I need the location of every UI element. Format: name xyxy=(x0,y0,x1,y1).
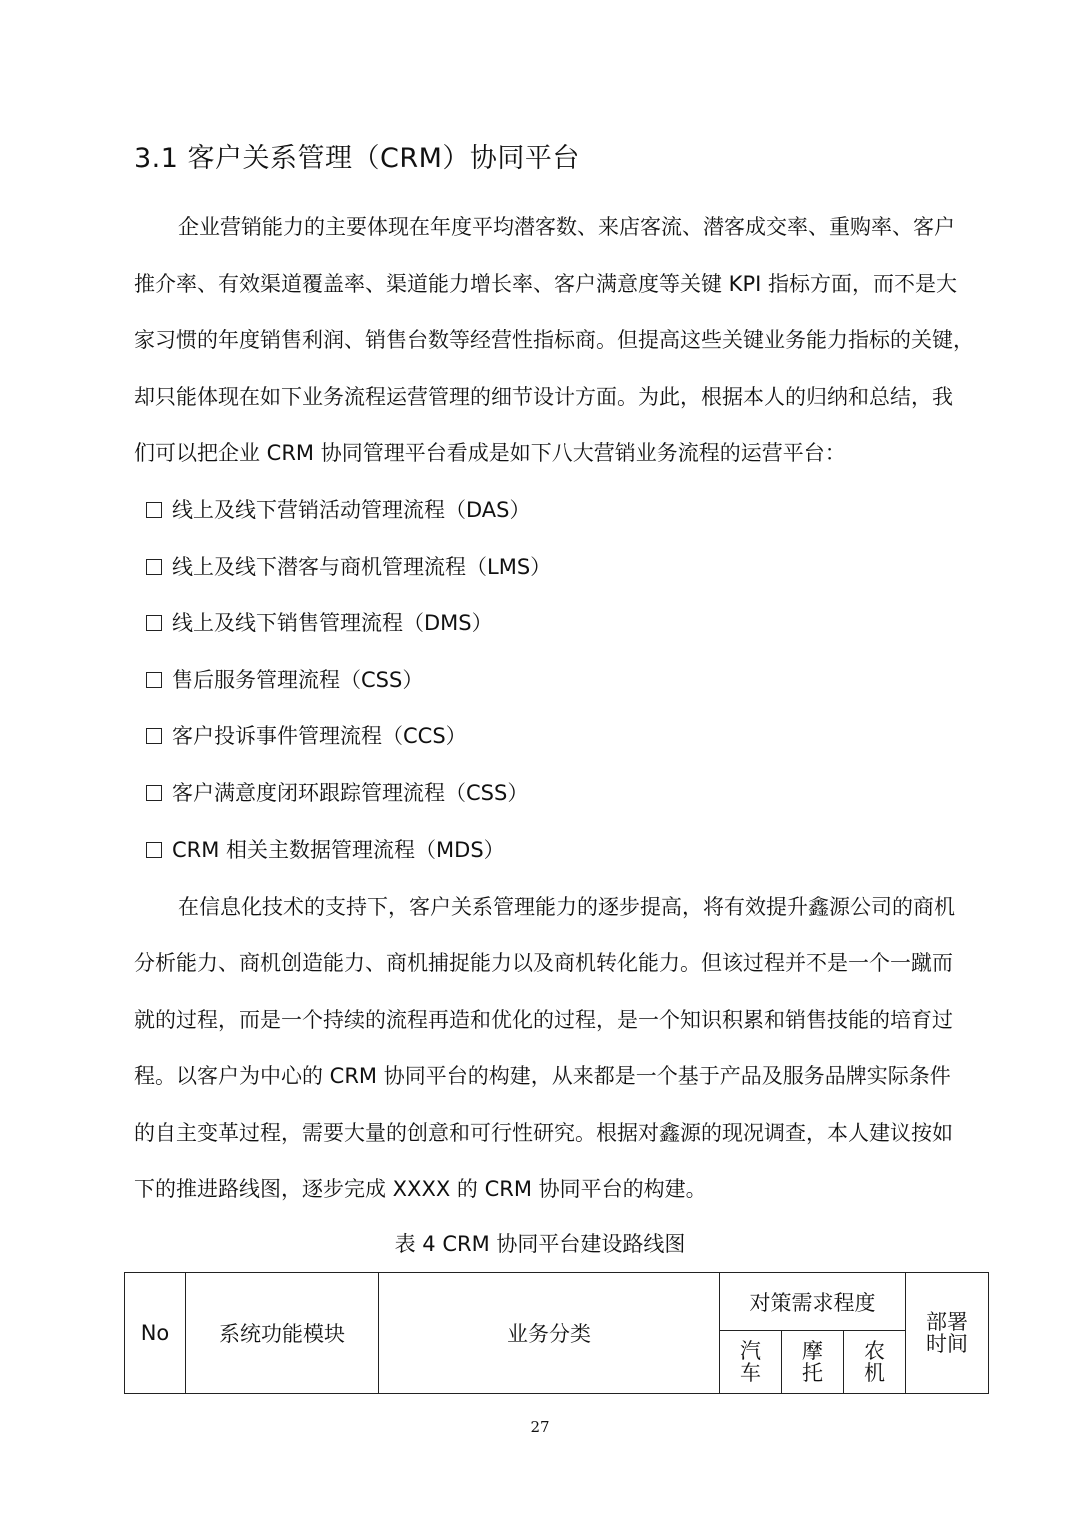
roadmap-table xyxy=(124,1272,989,1394)
list-item-text: 线上及线下销售管理流程（DMS） xyxy=(172,611,493,635)
paragraph-line: 的自主变革过程，需要大量的创意和可行性研究。根据对鑫源的现况调查，本人建议按如 xyxy=(134,1121,953,1145)
subheader-char: 托 xyxy=(802,1361,823,1385)
section-heading: 3.1 客户关系管理（CRM）协同平台 xyxy=(134,143,580,174)
table-caption: 表 4 CRM 协同平台建设路线图 xyxy=(394,1232,686,1256)
header-deploy-time xyxy=(906,1273,989,1394)
checkbox-square-icon xyxy=(146,785,162,801)
header-category: 业务分类 xyxy=(379,1273,720,1394)
header-deploy-line: 部署 xyxy=(926,1310,969,1334)
checkbox-square-icon xyxy=(146,559,162,575)
paragraph-line: 分析能力、商机创造能力、商机捕捉能力以及商机转化能力。但该过程并不是一个一蹴而 xyxy=(134,951,953,975)
paragraph-line: 推介率、有效渠道覆盖率、渠道能力增长率、客户满意度等关键 KPI 指标方面，而不是大 xyxy=(134,272,957,296)
header-demand-level: 对策需求程度 xyxy=(720,1273,906,1331)
list-item-text: 售后服务管理流程（CSS） xyxy=(172,668,424,692)
paragraph-line: 程。以客户为中心的 CRM 协同平台的构建，从来都是一个基于产品及服务品牌实际条件 xyxy=(134,1064,951,1088)
checkbox-square-icon xyxy=(146,502,162,518)
list-item xyxy=(146,834,505,864)
header-deploy-line: 时间 xyxy=(926,1332,969,1356)
page-number: 27 xyxy=(530,1418,550,1436)
checkbox-square-icon xyxy=(146,615,162,631)
list-item xyxy=(146,551,551,581)
header-no: No xyxy=(125,1273,186,1394)
header-module: 系统功能模块 xyxy=(186,1273,379,1394)
subheader-moto xyxy=(782,1331,844,1394)
subheader-char: 汽 xyxy=(740,1339,761,1363)
list-item-text: 线上及线下营销活动管理流程（DAS） xyxy=(172,498,531,522)
list-item xyxy=(146,720,467,750)
subheader-char: 机 xyxy=(864,1361,885,1385)
list-item xyxy=(146,664,423,694)
list-item-text: CRM 相关主数据管理流程（MDS） xyxy=(172,838,505,862)
list-item xyxy=(146,494,531,524)
paragraph-line: 们可以把企业 CRM 协同管理平台看成是如下八大营销业务流程的运营平台： xyxy=(134,441,846,465)
paragraph-line: 企业营销能力的主要体现在年度平均潜客数、来店客流、潜客成交率、重购率、客户 xyxy=(178,215,955,239)
list-item xyxy=(146,777,528,807)
paragraph-line: 就的过程，而是一个持续的流程再造和优化的过程，是一个知识积累和销售技能的培育过 xyxy=(134,1008,953,1032)
subheader-char: 摩 xyxy=(802,1339,823,1363)
subheader-auto xyxy=(720,1331,782,1394)
checkbox-square-icon xyxy=(146,842,162,858)
paragraph-line: 在信息化技术的支持下，客户关系管理能力的逐步提高，将有效提升鑫源公司的商机 xyxy=(178,895,955,919)
list-item-text: 客户满意度闭环跟踪管理流程（CSS） xyxy=(172,781,529,805)
list-item xyxy=(146,607,493,637)
paragraph-line: 却只能体现在如下业务流程运营管理的细节设计方面。为此，根据本人的归纳和总结，我 xyxy=(134,385,953,409)
checkbox-square-icon xyxy=(146,728,162,744)
subheader-char: 农 xyxy=(864,1339,885,1363)
subheader-char: 车 xyxy=(740,1361,761,1385)
paragraph-line: 下的推进路线图，逐步完成 XXXX 的 CRM 协同平台的构建。 xyxy=(134,1177,707,1201)
paragraph-line: 家习惯的年度销售利润、销售台数等经营性指标商。但提高这些关键业务能力指标的关键， xyxy=(134,328,974,352)
list-item-text: 客户投诉事件管理流程（CCS） xyxy=(172,724,467,748)
checkbox-square-icon xyxy=(146,672,162,688)
subheader-agri xyxy=(844,1331,906,1394)
list-item-text: 线上及线下潜客与商机管理流程（LMS） xyxy=(172,555,552,579)
